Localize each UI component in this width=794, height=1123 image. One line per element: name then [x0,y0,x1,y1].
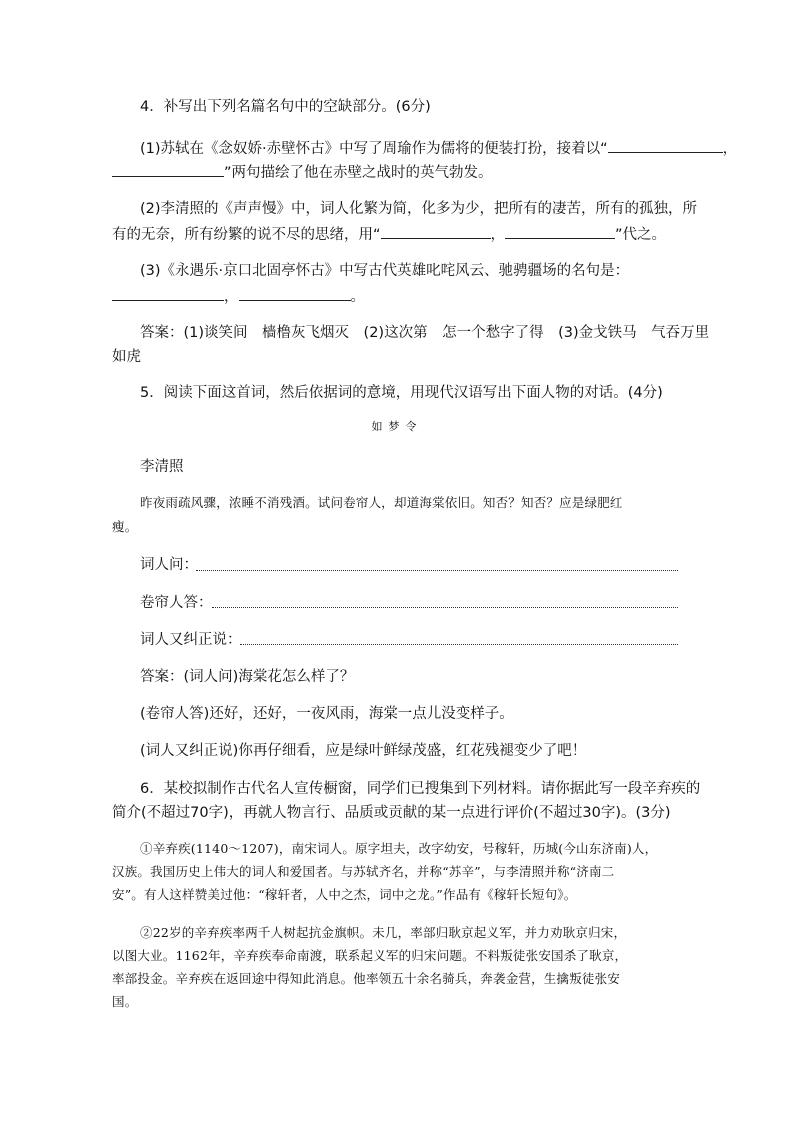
q4-item1-comma: ， [722,141,738,157]
dialog-ask-label: 词人问： [140,557,198,573]
blank-3[interactable] [381,222,491,239]
material-2-line2: 以图大业。1162年，辛弃疾奉命南渡，联系起义军的归宋问题。不料叛徒张安国杀了耿京， [112,948,628,963]
material-1-line3: 安”。有人这样赞美过他：“稼轩者，人中之杰，词中之龙。”作品有《稼轩长短句》。 [112,887,577,902]
q4-item2-comma: ， [490,227,506,243]
q4-answer-line1 [112,322,710,344]
q4-item1-text: (1)苏轼在《念奴娇·赤壁怀古》中写了周瑜作为儒将的便装打扮，接着以“ [140,141,608,157]
poem-title: 如梦令 [371,420,423,433]
blank-6[interactable] [239,284,351,301]
material-1-line1 [112,838,688,860]
dialog-correct-line[interactable] [240,644,678,645]
q5-answer-line1: 答案：(词人问)海棠花怎么样了？ [140,669,355,685]
blank-2[interactable] [112,160,224,177]
q4-item1-line1 [112,136,738,160]
q4-item2-line1 [112,198,698,220]
material-2-text: ②22岁的辛弃疾率两千人树起抗金旗帜。未几，率部归耿京起义军，并力劝耿京归宋， [140,925,627,940]
poem-line2: 瘦。 [112,519,138,534]
q4-stem: 4．补写出下列名篇名句中的空缺部分。(6分) [140,99,431,115]
q6-stem-line1 [112,778,701,800]
q4-item2-tail: ”代之。 [615,227,667,243]
poem-author: 李清照 [140,459,184,475]
q5-answer-line2: (卷帘人答)还好，还好，一夜风雨，海棠一点儿没变样子。 [140,706,514,722]
dialog-correct-label: 词人又纠正说： [140,632,242,648]
q4-item2-text: (2)李清照的《声声慢》中，词人化繁为简，化多为少，把所有的凄苦，所有的孤独，所 [140,201,698,217]
material-1-text: ①辛弃疾(1140～1207)，南宋词人。原字坦夫，改字幼安，号稼轩，历城(今山东济南)人， [140,841,658,856]
dialog-ask-line[interactable] [196,570,678,571]
q4-answer-text: 答案：(1)谈笑间 樯橹灰飞烟灭 (2)这次第 怎一个愁字了得 (3)金戈铁马 气吞万里 [140,325,710,341]
q5-stem: 5．阅读下面这首词，然后依据词的意境，用现代汉语写出下面人物的对话。(4分) [140,385,663,401]
q4-item2-lead: 有的无奈，所有纷繁的说不尽的思绪，用“ [112,227,381,243]
material-2-line4: 国。 [112,994,138,1009]
q4-item3-line2 [112,284,688,308]
poem-line1-text: 昨夜雨疏风骤，浓睡不消残酒。试问卷帘人，却道海棠依旧。知否？知否？应是绿肥红 [140,495,623,510]
q4-item1-tail: ”两句描绘了他在赤壁之战时的英气勃发。 [224,165,493,181]
q4-item3-comma: ， [224,289,239,305]
q4-item3-text: (3)《永遇乐·京口北固亭怀古》中写古代英雄叱咤风云、驰骋疆场的名句是： [140,263,630,279]
blank-1[interactable] [608,136,723,153]
q4-item3-line1 [112,260,688,282]
blank-4[interactable] [505,222,615,239]
q4-answer-line2: 如虎 [112,349,141,365]
q5-answer-line3: (词人又纠正说)你再仔细看，应是绿叶鲜绿茂盛，红花残褪变少了吧！ [140,743,587,759]
q4-item1-line2 [112,160,688,184]
blank-5[interactable] [112,284,224,301]
material-1-line2: 汉族。我国历史上伟大的词人和爱国者。与苏轼齐名，并称“苏辛”，与李清照并称“济南二 [112,864,615,879]
q4-item3-period: 。 [350,289,365,305]
dialog-answer-line[interactable] [212,607,678,608]
q6-stem-text: 6．某校拟制作古代名人宣传橱窗，同学们已搜集到下列材料。请你据此写一段辛弃疾的 [140,781,701,797]
dialog-answer-label: 卷帘人答： [140,595,213,611]
material-2-line3: 率部投金。辛弃疾在返回途中得知此消息。他率领五十余名骑兵，奔袭金营，生擒叛徒张安 [112,971,621,986]
q6-stem-line2: 简介(不超过70字)，再就人物言行、品质或贡献的某一点进行评价(不超过30字)。(3分) [112,805,671,821]
q4-item2-line2 [112,222,688,246]
material-2-line1 [112,922,688,944]
poem-line1 [112,492,688,514]
